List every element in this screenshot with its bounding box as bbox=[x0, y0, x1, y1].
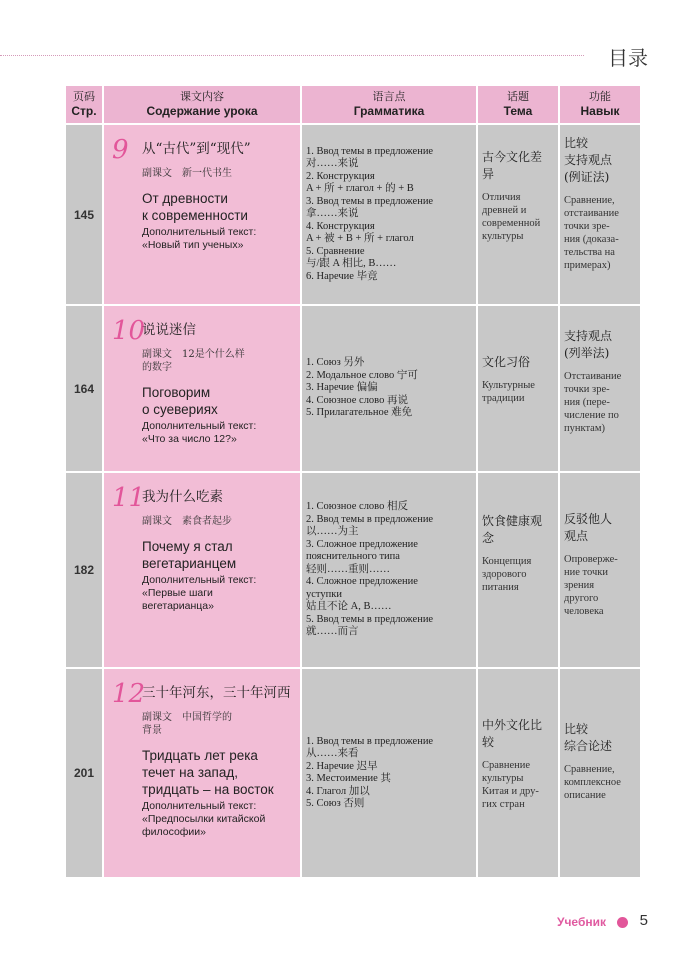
header-skill-zh: 功能 bbox=[589, 91, 611, 103]
grammar-item: 4. Конструкция A + 被 + B + 所 + глагол bbox=[306, 220, 414, 245]
header-theme bbox=[478, 86, 558, 123]
theme-ru: Концепция здорового питания bbox=[482, 556, 532, 593]
lesson-cell bbox=[104, 306, 300, 471]
theme-ru: Отличия древней и современной культуры bbox=[482, 192, 541, 242]
theme-cell bbox=[478, 125, 558, 304]
header-page-ru: Стр. bbox=[71, 104, 97, 118]
additional-text-title: «Что за число 12?» bbox=[142, 433, 237, 445]
theme-zh: 古今文化差 异 bbox=[482, 150, 543, 181]
skill-zh: 比较 支持观点 (例证法) bbox=[564, 136, 613, 184]
lesson-cell bbox=[104, 125, 300, 304]
skill-cell bbox=[560, 669, 640, 877]
header-lesson-zh: 课文内容 bbox=[180, 91, 224, 103]
grammar-cell bbox=[302, 306, 476, 471]
header-grammar-ru: Грамматика bbox=[353, 104, 425, 118]
lesson-number: 12 bbox=[112, 679, 146, 709]
additional-text-title: «Новый тип ученых» bbox=[142, 239, 244, 251]
footer-page-number: 5 bbox=[639, 912, 648, 929]
grammar-list bbox=[306, 736, 472, 811]
skill-cell bbox=[560, 306, 640, 471]
lesson-title-ru: Тридцать лет река течет на запад, тридцать – на восток bbox=[142, 748, 274, 797]
theme-zh: 文化习俗 bbox=[482, 355, 531, 369]
grammar-item: 5. Союз 否则 bbox=[306, 798, 365, 809]
theme-cell bbox=[478, 669, 558, 877]
page-number-cell: 164 bbox=[66, 306, 102, 471]
skill-zh: 支持观点 (列举法) bbox=[564, 329, 613, 360]
lesson-subtitle-zh: 副课文 新一代书生 bbox=[142, 168, 232, 179]
grammar-item: 4. Глагол 加以 bbox=[306, 785, 370, 797]
top-dotted-rule bbox=[0, 55, 584, 56]
grammar-item: 2. Ввод темы в предложение 以……为主 bbox=[306, 513, 434, 538]
header-row bbox=[66, 86, 640, 123]
table-of-contents bbox=[64, 84, 642, 879]
additional-text-title: «Предпосылки китайской философии» bbox=[142, 813, 266, 838]
lesson-row bbox=[66, 125, 640, 304]
grammar-item: 3. Ввод темы в предложение 拿……来说 bbox=[306, 195, 434, 220]
theme-cell bbox=[478, 306, 558, 471]
lesson-subtitle-zh: 副课文 12是个什么样 的数字 bbox=[142, 349, 245, 373]
header-lesson bbox=[104, 86, 300, 123]
grammar-item: 3. Местоимение 其 bbox=[306, 773, 391, 784]
page-number-cell: 201 bbox=[66, 669, 102, 877]
lesson-number: 9 bbox=[112, 135, 129, 165]
header-page-zh: 页码 bbox=[73, 91, 95, 103]
additional-text-label: Дополнительный текст: bbox=[142, 574, 257, 586]
header-skill-ru: Навык bbox=[580, 104, 620, 118]
lesson-subtitle-zh: 副课文 中国哲学的 背景 bbox=[142, 712, 232, 736]
grammar-item: 6. Наречие 毕竟 bbox=[306, 270, 378, 282]
header-theme-ru: Тема bbox=[503, 104, 533, 118]
lesson-title-ru: Почему я стал вегетарианцем bbox=[142, 539, 237, 571]
skill-ru: Опроверже- ние точки зрения другого человека bbox=[564, 554, 618, 617]
grammar-item: 1. Союзное слово 相反 bbox=[306, 501, 408, 513]
lesson-subtitle-zh: 副课文 素食者起步 bbox=[142, 516, 232, 527]
header-theme-zh: 话题 bbox=[507, 91, 529, 103]
additional-text-label: Дополнительный текст: bbox=[142, 800, 257, 812]
lesson-title-ru: От древности к современности bbox=[142, 191, 248, 223]
grammar-list bbox=[306, 501, 472, 639]
grammar-list bbox=[306, 357, 472, 420]
grammar-item: 4. Сложное предложение уступки 姑且不论 A, B…… bbox=[306, 576, 418, 613]
header-grammar-zh: 语言点 bbox=[372, 91, 406, 103]
grammar-cell bbox=[302, 125, 476, 304]
skill-ru: Отстаивание точки зре- ния (пере- числение по пунктам) bbox=[564, 371, 622, 434]
grammar-item: 2. Модальное слово 宁可 bbox=[306, 369, 418, 381]
lesson-title-zh: 说说迷信 bbox=[142, 322, 196, 338]
theme-ru: Сравнение культуры Китая и дру- гих стран bbox=[482, 760, 539, 810]
lesson-title-zh: 我为什么吃素 bbox=[142, 489, 223, 505]
skill-zh: 反驳他人 观点 bbox=[564, 512, 613, 543]
grammar-list bbox=[306, 146, 472, 284]
grammar-item: 1. Союз 另外 bbox=[306, 357, 365, 369]
grammar-item: 1. Ввод темы в предложение 从……来看 bbox=[306, 735, 434, 759]
skill-ru: Сравнение, комплексное описание bbox=[564, 764, 621, 801]
skill-ru: Сравнение, отстаивание точки зре- ния (доказа- тельства на примерах) bbox=[564, 195, 619, 271]
theme-zh: 饮食健康观 念 bbox=[482, 514, 543, 545]
grammar-item: 3. Наречие 偏偏 bbox=[306, 382, 378, 394]
page-number-cell: 182 bbox=[66, 473, 102, 667]
theme-ru: Культурные традиции bbox=[482, 380, 535, 404]
grammar-item: 5. Ввод темы в предложение 就……而言 bbox=[306, 613, 434, 638]
lesson-title-zh: 从“古代”到“现代” bbox=[142, 141, 251, 157]
grammar-item: 5. Прилагательное 难免 bbox=[306, 407, 413, 419]
skill-cell bbox=[560, 125, 640, 304]
header-skill bbox=[560, 86, 640, 123]
footer-dot-icon bbox=[617, 917, 628, 928]
header-grammar bbox=[302, 86, 476, 123]
lesson-title-ru: Поговорим о суевериях bbox=[142, 385, 218, 417]
lesson-cell bbox=[104, 473, 300, 667]
skill-zh: 比较 综合论述 bbox=[564, 722, 613, 753]
lesson-row bbox=[66, 473, 640, 667]
lesson-row bbox=[66, 306, 640, 471]
grammar-item: 3. Сложное предложение пояснительного типа 轻则……重则…… bbox=[306, 538, 418, 575]
page-number-cell: 145 bbox=[66, 125, 102, 304]
footer-section-label: Учебник bbox=[557, 915, 606, 929]
grammar-item: 4. Союзное слово 再说 bbox=[306, 394, 408, 406]
header-lesson-ru: Содержание урока bbox=[146, 104, 258, 118]
theme-zh: 中外文化比 较 bbox=[482, 718, 543, 749]
header-page bbox=[66, 86, 102, 123]
grammar-item: 2. Конструкция A + 所 + глагол + 的 + B bbox=[306, 170, 414, 195]
grammar-item: 5. Сравнение 与/跟 A 相比, B…… bbox=[306, 245, 397, 270]
lesson-number: 11 bbox=[112, 483, 146, 513]
lesson-cell bbox=[104, 669, 300, 877]
additional-text-label: Дополнительный текст: bbox=[142, 226, 257, 238]
skill-cell bbox=[560, 473, 640, 667]
grammar-cell bbox=[302, 669, 476, 877]
lesson-row bbox=[66, 669, 640, 877]
grammar-item: 1. Ввод темы в предложение 对……来说 bbox=[306, 145, 434, 170]
grammar-cell bbox=[302, 473, 476, 667]
additional-text-title: «Первые шаги вегетарианца» bbox=[142, 587, 214, 612]
grammar-item: 2. Наречие 迟早 bbox=[306, 760, 378, 772]
theme-cell bbox=[478, 473, 558, 667]
lesson-number: 10 bbox=[112, 316, 146, 346]
lesson-title-zh: 三十年河东，三十年河西 bbox=[142, 685, 291, 701]
additional-text-label: Дополнительный текст: bbox=[142, 420, 257, 432]
page-heading: 目录 bbox=[608, 46, 648, 70]
